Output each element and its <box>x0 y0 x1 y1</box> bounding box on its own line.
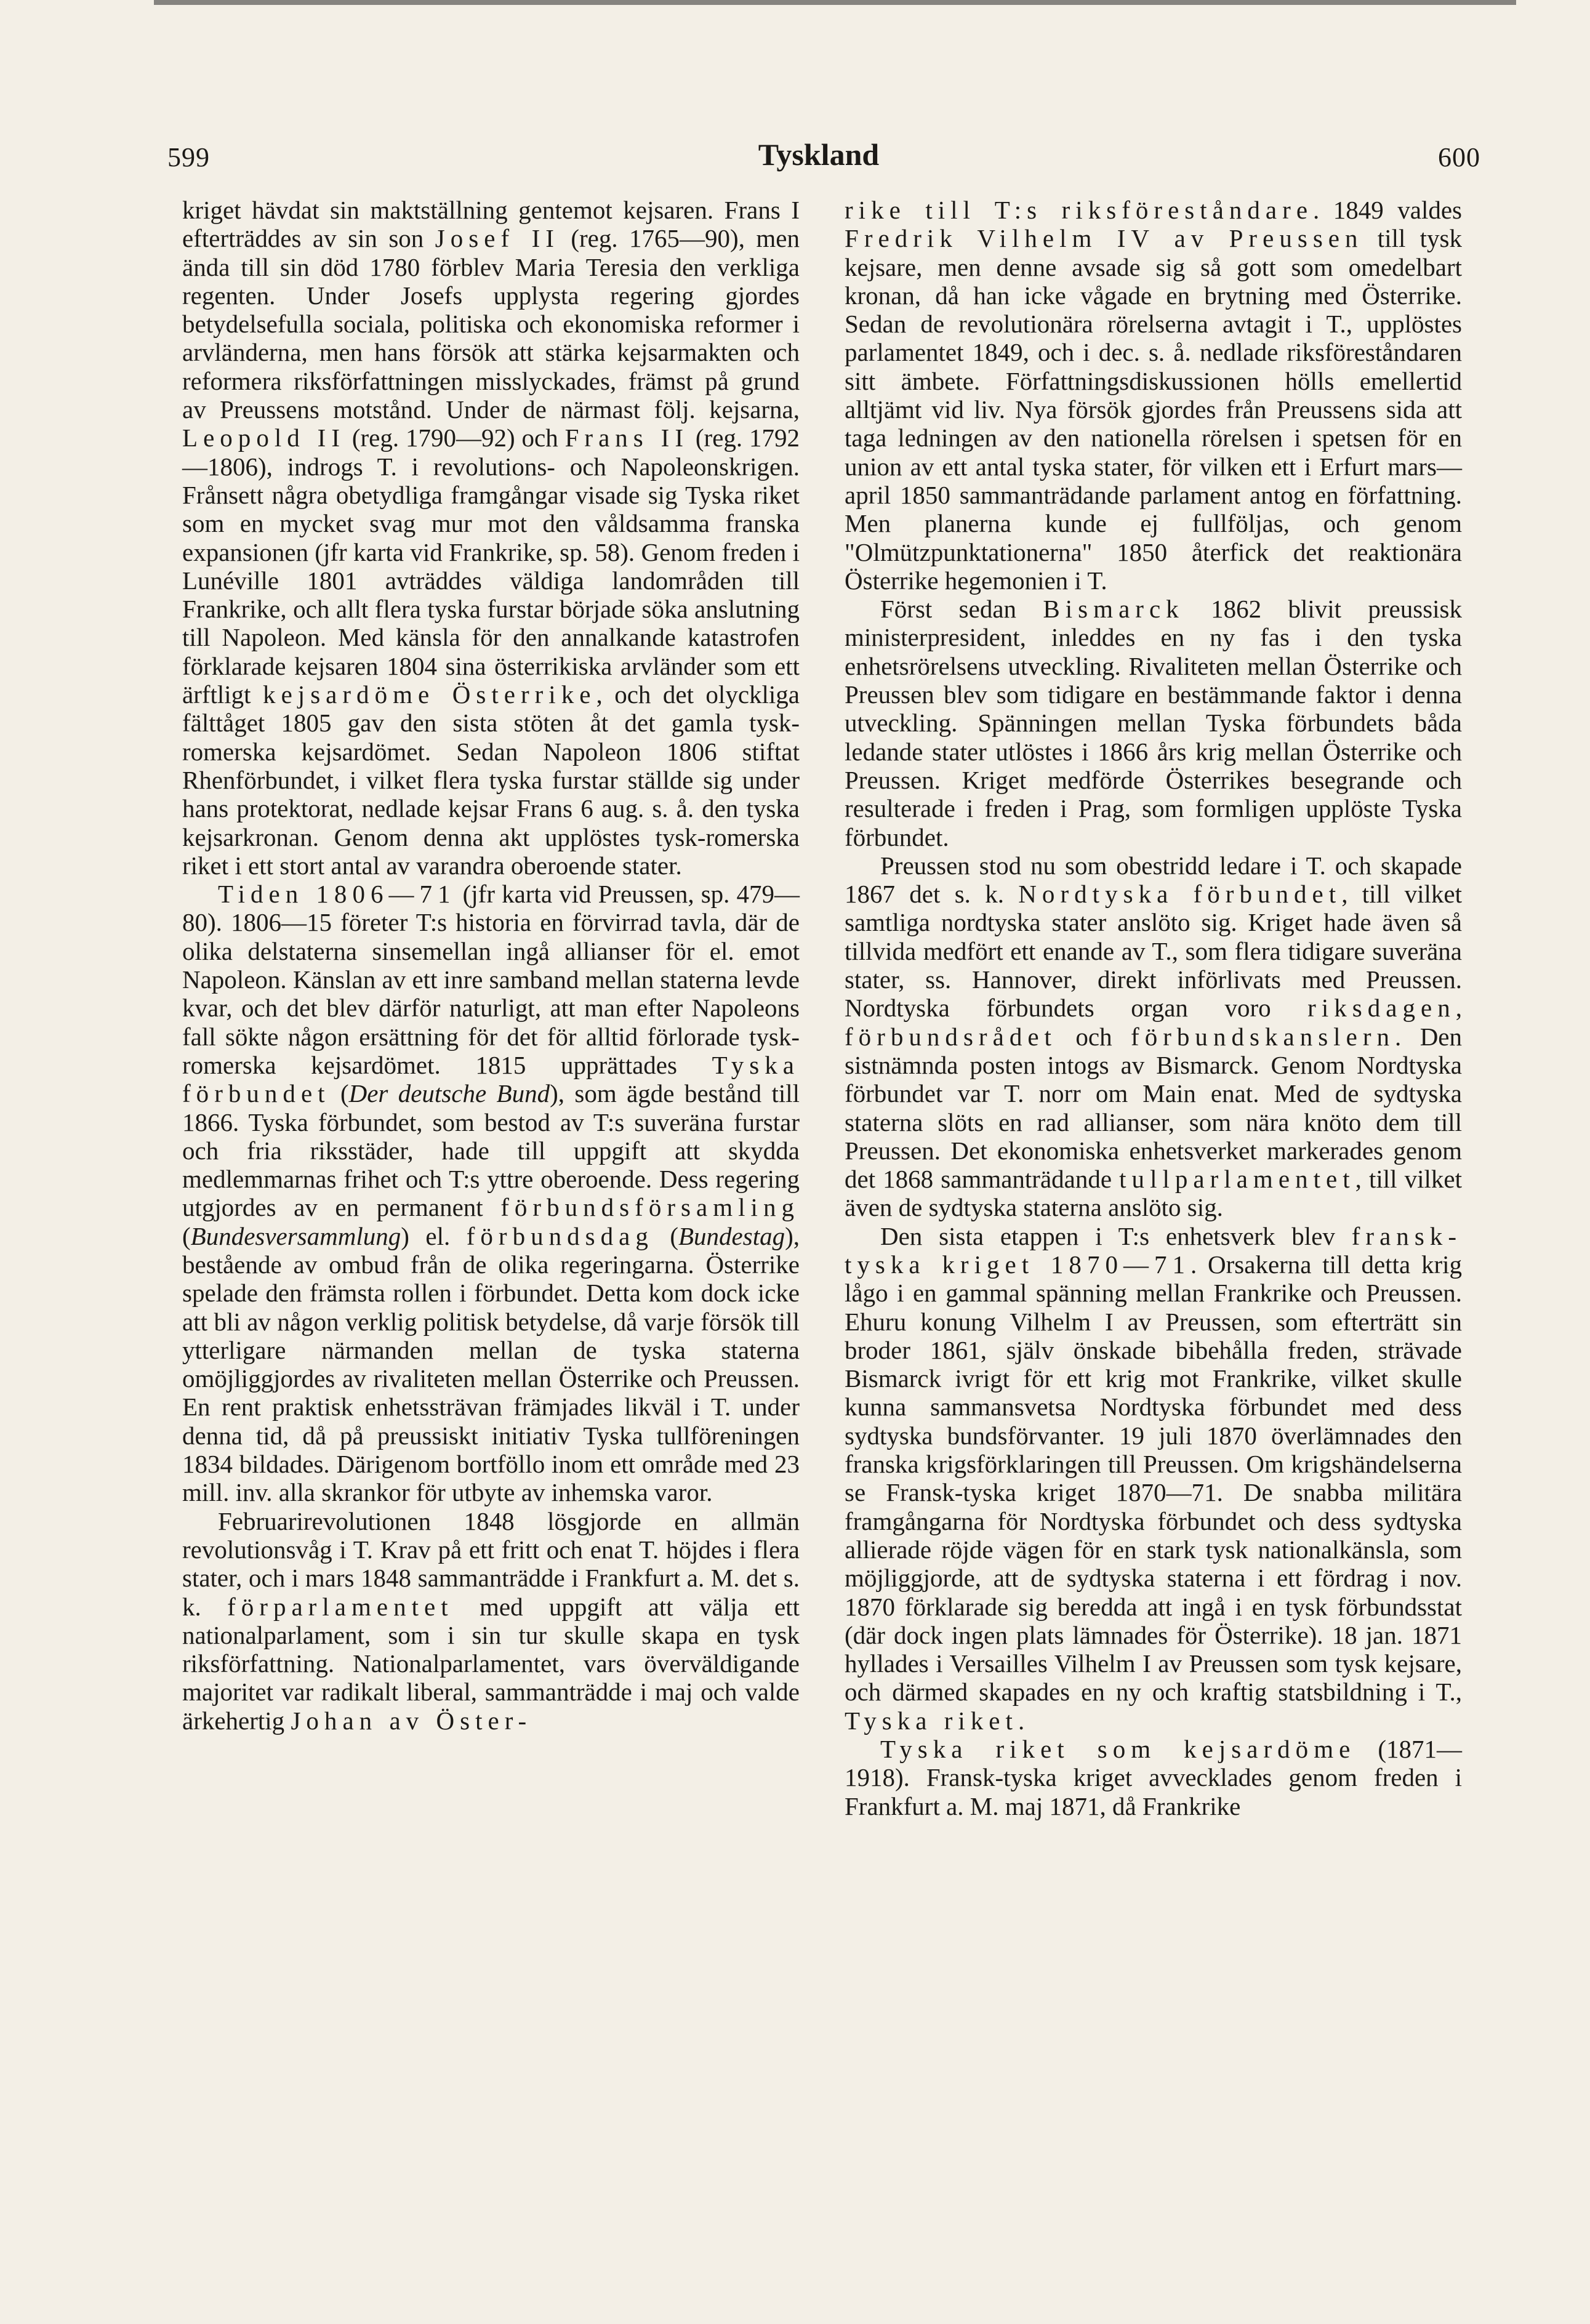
paragraph: kriget hävdat sin maktställning gentemot kejsaren. Frans I efterträddes av sin son Josef II (reg. 1765—90), men ända till sin död 1780 förblev Maria Teresia den verkliga regenten. Under Josefs upplysta regering gjordes betydelsefulla sociala, politiska och ekonomiska reformer i arvländerna, men hans försök att stärka kejsarmakten och reformera riksförfattningen misslyckades, främst på grund av Preussens motstånd. Under de närmast följ. kejsarna, Leopold II (reg. 1790—92) och Frans II (reg. 1792—1806), indrogs T. i revolutions- och Napoleonskrigen. Frånsett några obetydliga framgångar visade sig Tyska riket som en mycket svag mur mot den våldsamma franska expansionen (jfr karta vid Frankrike, sp. 58). Genom freden i Lunéville 1801 avträddes väldiga landområden till Frankrike, och allt flera tyska furstar började söka anslutning till Napoleon. Med känsla för den annalkande katastrofen förklarade kejsaren 1804 sina österrikiska arvländer som ett ärftligt kejsardöme Österrike, och det olyckliga fälttåget 1805 gav den sista stöten åt det gamla tysk-romerska kejsardömet. Sedan Napoleon 1806 stiftat Rhenförbundet, i vilket flera tyska furstar ställde sig under hans protektorat, nedlade kejsar Frans 6 aug. s. å. den tyska kejsarkronan. Genom denna akt upplöstes tysk-romerska riket i ett stort antal av varandra oberoende stater. <box>182 196 800 880</box>
left-column <box>182 196 800 1735</box>
paragraph: Först sedan Bismarck 1862 blivit preussisk ministerpresident, inleddes en ny fas i den tyska enhetsrörelsens utveckling. Rivaliteten mellan Österrike och Preussen blev som tidigare en bestämmande faktor i denna utveckling. Spänningen mellan Tyska förbundets båda ledande stater utlöstes i 1866 års krig mellan Österrike och Preussen. Kriget medförde Österrikes besegrande och resulterade i freden i Prag, som formligen upplöste Tyska förbundet. <box>845 595 1462 851</box>
right-column <box>845 196 1462 1820</box>
page-title: Tyskland <box>758 137 880 172</box>
paragraph: Tyska riket som kejsardöme (1871—1918). Fransk-tyska kriget avvecklades genom freden i Frankfurt a. M. maj 1871, då Frankrike <box>845 1735 1463 1820</box>
paragraph: Preussen stod nu som obestridd ledare i T. och skapade 1867 det s. k. Nordtyska förbundet, till vilket samtliga nordtyska stater anslöto sig. Kriget hade även så tillvida medfört ett enande av T., som flera tidigare suveräna stater, ss. Hannover, direkt införlivats med Preussen. Nordtyska förbundets organ voro riksdagen, förbundsrådet och förbundskanslern. Den sistnämnda posten intogs av Bismarck. Genom Nordtyska förbundet var T. norr om Main enat. Med de sydtyska staterna slöts en rad allianser, som nära knöto dem till Preussen. Det ekonomiska enhetsverket markerades genom det 1868 sammanträdande tullparlamentet, till vilket även de sydtyska staterna anslöto sig. <box>845 851 1463 1222</box>
paragraph: Den sista etappen i T:s enhetsverk blev fransk-tyska kriget 1870—71. Orsakerna till detta krig lågo i en gammal spänning mellan Frankrike och Preussen. Ehuru konung Vilhelm I av Preussen, som efterträtt sin broder 1861, själv önskade bibehålla freden, strävade Bismarck ivrigt för ett krig mot Frankrike, vilket skulle kunna sammansvetsa Nordtyska förbundet med dess sydtyska bundsförvanter. 19 juli 1870 överlämnades den franska krigsförklaringen till Preussen. Om krigshändelserna se Fransk-tyska kriget 1870—71. De snabba militära framgångarna för Nordtyska förbundet och dess sydtyska allierade röjde vägen för en stark tysk nationalkänsla, som möjliggjorde, att de sydtyska staterna i ett fördrag i nov. 1870 förklarade sig beredda att ingå i en tysk förbundsstat (där dock ingen plats lämnades för Österrike). 18 jan. 1871 hyllades i Versailles Vilhelm I av Preussen som tysk kejsare, och därmed skapades en ny och kraftig statsbildning i T., Tyska riket. <box>845 1221 1462 1735</box>
paragraph: rike till T:s riksföreståndare. 1849 valdes Fredrik Vilhelm IV av Preussen till tysk kejsare, men denne avsade sig så gott som omedelbart kronan, då han icke vågade en brytning med Österrike. Sedan de revolutionära rörelserna avtagit i T., upplöstes parlamentet 1849, och i dec. s. å. nedlade riksföreståndaren sitt ämbete. Författningsdiskussionen hölls emellertid alltjämt vid liv. Nya försök gjordes från Preussens sida att taga ledningen av den nationella rörelsen i spetsen för en union av ett antal tyska stater, för vilken ett i Erfurt mars—april 1850 sammanträdande parlament antog en författning. Men planerna kunde ej fullföljas, och genom "Olmützpunktationerna" 1850 återfick det reaktionära Österrike hegemonien i T. <box>845 196 1462 595</box>
paragraph: Februarirevolutionen 1848 lösgjorde en allmän revolutionsvåg i T. Krav på ett fritt och enat T. höjdes i flera stater, och i mars 1848 sammanträdde i Frankfurt a. M. det s. k. förparlamentet med uppgift att välja ett nationalparlament, som i sin tur skulle skapa en tysk riksförfattning. Nationalparlamentet, vars överväldigande majoritet var radikalt liberal, sammanträdde i maj och valde ärkehertig Johan av Öster- <box>182 1506 800 1735</box>
top-edge-rule <box>154 0 1516 5</box>
page-header <box>0 137 1590 180</box>
page-number-right: 600 <box>1438 142 1480 172</box>
page-number-left: 599 <box>167 142 210 172</box>
paragraph: Tiden 1806—71 (jfr karta vid Preussen, sp. 479—80). 1806—15 företer T:s historia en förvirrad tavla, där de olika delstaterna sinsemellan ingå allianser för el. emot Napoleon. Känslan av ett inre samband mellan staterna levde kvar, och det blev därför naturligt, att man efter Napoleons fall sökte någon ersättning för det för alltid förlorade tysk-romerska kejsardömet. 1815 upprättades Tyska förbundet (Der deutsche Bund), som ägde bestånd till 1866. Tyska förbundet, som bestod av T:s suveräna furstar och fria riksstäder, hade till uppgift att skydda medlemmarnas frihet och T:s yttre oberoende. Dess regering utgjordes av en permanent förbundsförsamling (Bundesversammlung) el. förbundsdag (Bundestag), bestående av ombud från de olika regeringarna. Österrike spelade den främsta rollen i förbundet. Detta kom dock icke att bli av någon verklig politisk betydelse, då varje försök till ytterligare närmanden mellan de tyska staterna omöjliggjordes av rivaliteten mellan Österrike och Preussen. En rent praktisk enhetssträvan främjades likväl i T. under denna tid, då på preussiskt initiativ Tyska tullföreningen 1834 bildades. Därigenom bortföllo inom ett område med 23 mill. inv. alla skrankor för utbyte av inhemska varor. <box>182 880 800 1507</box>
